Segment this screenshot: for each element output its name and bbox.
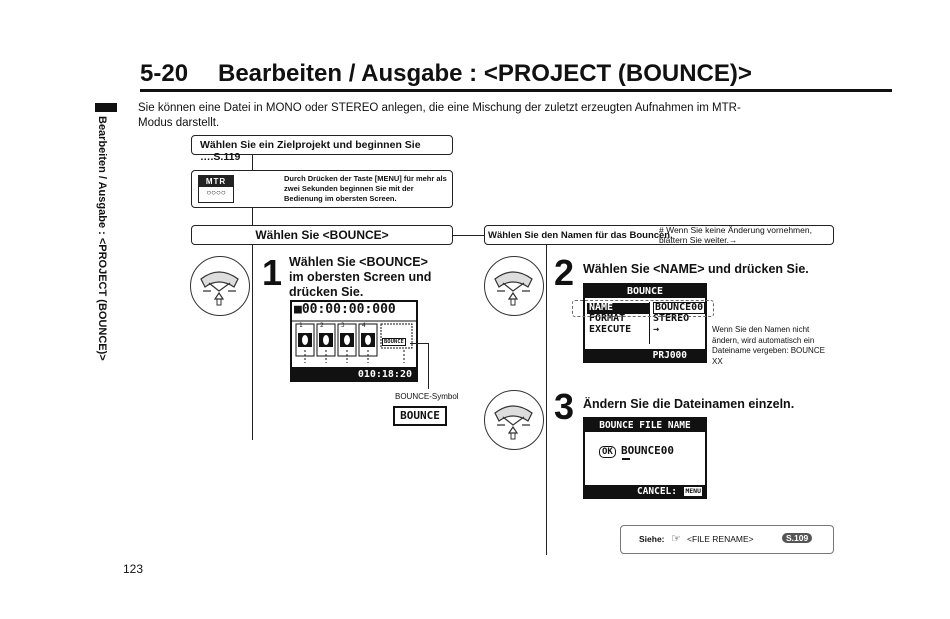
lcd-bounce-title: BOUNCE <box>585 285 705 298</box>
intro-text: Sie können eine Datei in MONO oder STEREO anlegen, die eine Mischung der zuletzt erzeugten Aufnahmen im MTR-Modus darstellt. <box>138 102 741 129</box>
dial-icon <box>484 390 544 450</box>
flow-connector <box>546 245 547 555</box>
lcd-project: PRJ000 <box>652 350 687 361</box>
see-also-box <box>620 525 834 554</box>
mtr-icon-label: MTR <box>199 176 233 187</box>
lcd-counter: 010:18:20 <box>357 369 412 380</box>
step-2-note: Wenn Sie den Namen nicht ändern, wird automatisch ein Dateiname vergeben: BOUNCE XX <box>712 325 825 366</box>
lcd-time: ■00:00:00:000 <box>294 302 396 317</box>
lcd-file-name <box>583 417 707 499</box>
lcd-row-label: FORMAT <box>589 313 626 324</box>
lcd-track-1: 1 <box>299 322 303 329</box>
pointing-hand-icon: ☞ <box>671 533 681 545</box>
step-2-text: Wählen Sie <NAME> und drücken Sie. <box>583 262 809 276</box>
flow-connector <box>453 235 484 236</box>
page-number: 123 <box>123 562 144 576</box>
lcd-menu-key: MENU <box>685 487 701 495</box>
see-also-page-badge[interactable]: S.109 <box>782 533 812 543</box>
bounce-symbol-caption: BOUNCE-Symbol <box>395 392 459 401</box>
lcd-row-value: → <box>653 324 660 335</box>
lcd-bounce-tag: BOUNCE <box>384 339 404 345</box>
flow-connector <box>252 208 253 225</box>
bounce-symbol: BOUNCE <box>393 406 447 426</box>
select-name-label: Wählen Sie den Namen für das Bouncen. <box>488 230 673 241</box>
lcd-file-name-title: BOUNCE FILE NAME <box>585 419 705 432</box>
mtr-instruction-text: Durch Drücken der Taste [MENU] für mehr als zwei Sekunden beginnen Sie mit der Bedienung im obersten Screen. <box>284 174 447 203</box>
lcd-cancel-label: CANCEL: <box>636 486 677 497</box>
select-bounce-box: Wählen Sie <BOUNCE> <box>191 225 453 245</box>
callout-line <box>410 343 428 344</box>
see-also-ref[interactable]: <FILE RENAME> <box>687 534 754 544</box>
lcd-footer-bar <box>585 349 705 361</box>
step-2-number: 2 <box>554 252 575 293</box>
lcd-track-2: 2 <box>320 322 324 329</box>
lcd-track-4: 4 <box>362 322 366 329</box>
lcd-row-value: BOUNCE00 <box>655 302 704 313</box>
lcd-mtr-screen <box>290 300 418 382</box>
lcd-bounce-menu <box>583 283 707 363</box>
flow-connector <box>252 155 253 170</box>
step-1-number: 1 <box>262 252 283 293</box>
select-name-box <box>484 225 834 245</box>
title-rule <box>140 89 892 92</box>
side-marker <box>95 103 117 112</box>
section-number: 5-20 <box>140 60 189 87</box>
lcd-row-label: EXECUTE <box>589 324 632 335</box>
lcd-filename: BOUNCE00 <box>621 444 674 457</box>
mtr-icon <box>198 175 234 203</box>
mtr-instruction-box <box>191 170 453 208</box>
dial-icon <box>190 256 250 316</box>
lcd-row-value: STEREO <box>653 313 690 324</box>
name-row-callout <box>572 300 714 317</box>
step-3-text: Ändern Sie die Dateinamen einzeln. <box>583 397 795 411</box>
dial-icon <box>484 256 544 316</box>
lcd-track-3: 3 <box>341 322 345 329</box>
step-1-text: Wählen Sie <BOUNCE> im obersten Screen und drücken Sie. <box>289 255 432 299</box>
step-3-number: 3 <box>554 386 575 427</box>
side-chapter-label: Bearbeiten / Ausgabe : <PROJECT (BOUNCE)> <box>96 116 108 361</box>
callout-line <box>428 343 429 389</box>
page-title: Bearbeiten / Ausgabe : <PROJECT (BOUNCE)> <box>218 60 752 87</box>
lcd-cursor <box>622 458 630 460</box>
flow-connector <box>252 245 253 440</box>
select-project-box: Wählen Sie ein Zielprojekt und beginnen Sie ….S.119 <box>191 135 453 155</box>
mtr-icon-dots: ○○○○ <box>206 188 226 197</box>
lcd-row-label: NAME <box>589 302 614 313</box>
select-name-note: # Wenn Sie keine Änderung vornehmen, blättern Sie weiter.→ <box>659 225 812 245</box>
see-also-label: Siehe: <box>639 534 665 544</box>
lcd-ok-button: OK <box>599 446 616 458</box>
